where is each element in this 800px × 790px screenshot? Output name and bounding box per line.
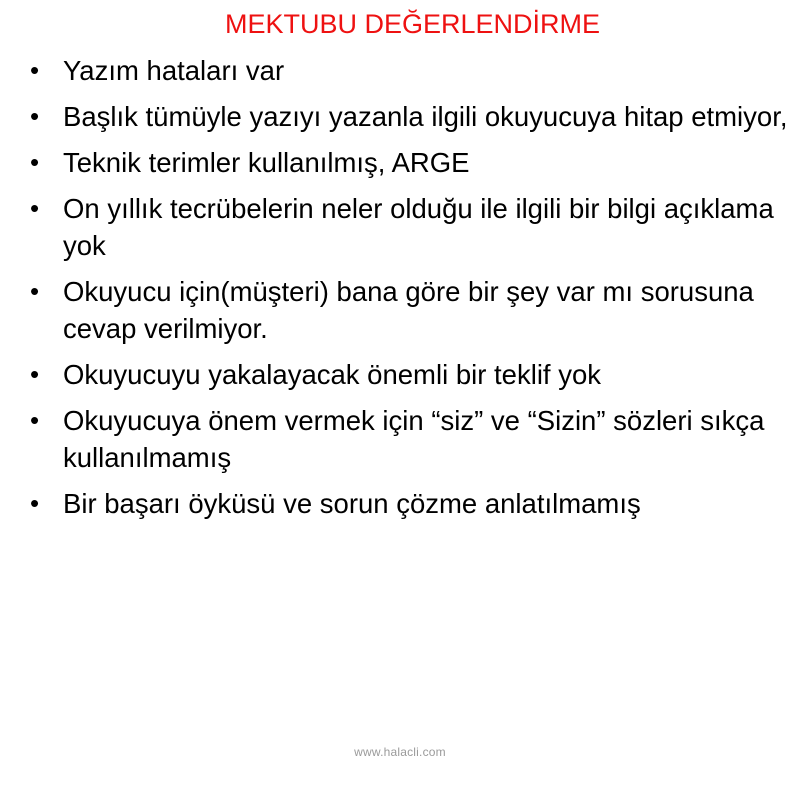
- list-item-text: Okuyucuya önem vermek için “siz” ve “Sizin” sözleri sıkça kullanılmamış: [63, 405, 765, 473]
- list-item-text: Okuyucu için(müşteri) bana göre bir şey var mı sorusuna cevap verilmiyor.: [63, 276, 754, 344]
- list-item-text: On yıllık tecrübelerin neler olduğu ile ilgili bir bilgi açıklama yok: [63, 193, 774, 261]
- list-item-text: Okuyucuyu yakalayacak önemli bir teklif yok: [63, 359, 602, 390]
- list-item-text: Yazım hataları var: [63, 55, 285, 86]
- bullet-icon: •: [30, 55, 40, 85]
- bullet-icon: •: [30, 193, 40, 223]
- list-item-text: Bir başarı öyküsü ve sorun çözme anlatılmamış: [63, 488, 641, 519]
- footer-watermark: www.halacli.com: [354, 745, 446, 759]
- list-item-text: Teknik terimler kullanılmış, ARGE: [63, 147, 470, 178]
- bullet-icon: •: [30, 101, 40, 131]
- list-item: [30, 273, 790, 347]
- list-item-text: Başlık tümüyle yazıyı yazanla ilgili okuyucuya hitap etmiyor,: [63, 101, 788, 132]
- list-item: [30, 190, 790, 264]
- list-item: [30, 144, 790, 181]
- bullet-icon: •: [30, 359, 40, 389]
- list-item: [30, 485, 790, 522]
- bullet-icon: •: [30, 147, 40, 177]
- bullet-list: [30, 52, 790, 531]
- bullet-icon: •: [30, 405, 40, 435]
- bullet-icon: •: [30, 488, 40, 518]
- list-item: [30, 356, 790, 393]
- bullet-icon: •: [30, 276, 40, 306]
- slide-title: MEKTUBU DEĞERLENDİRME: [224, 9, 601, 39]
- list-item: [30, 98, 790, 135]
- list-item: [30, 52, 790, 89]
- list-item: [30, 402, 790, 476]
